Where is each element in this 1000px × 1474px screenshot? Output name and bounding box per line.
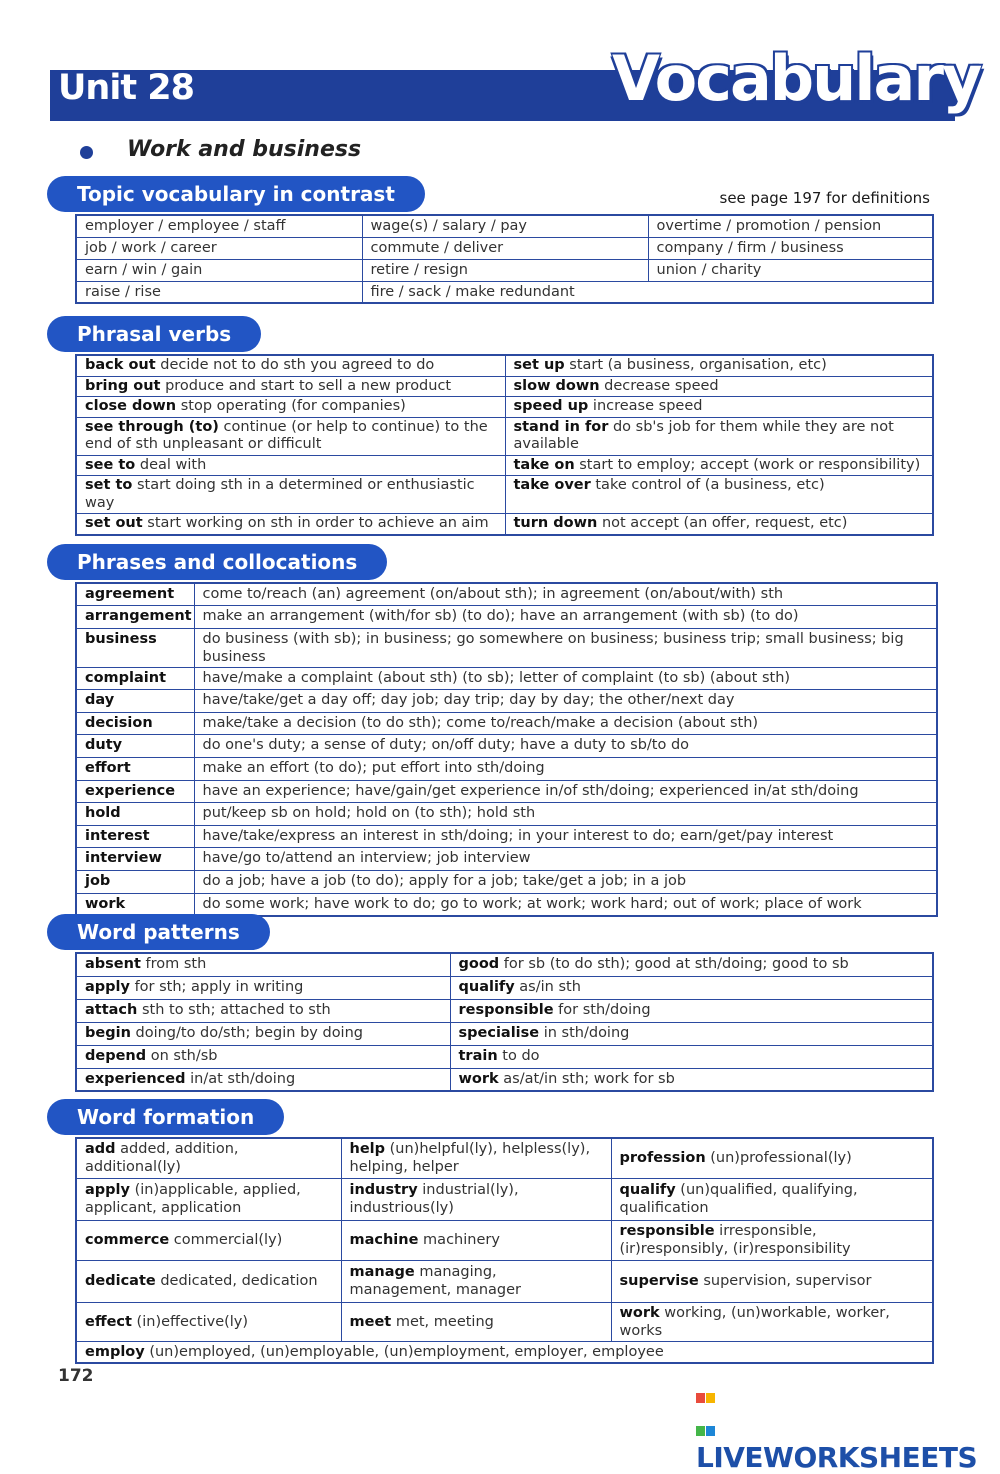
table-cell: make/take a decision (to do sth); come to/reach/make a decision (about sth) <box>194 712 937 735</box>
table-row <box>76 712 937 735</box>
term: speed up <box>513 398 589 414</box>
term: attach <box>85 1001 138 1018</box>
definition: for sth/doing <box>553 1001 651 1018</box>
table-cell <box>76 455 505 476</box>
table-row <box>76 514 933 535</box>
table-cell <box>341 1302 611 1341</box>
definition: not accept (an offer, request, etc) <box>597 515 848 531</box>
table-cell: do a job; have a job (to do); apply for a job; take/get a job; in a job <box>194 871 937 894</box>
table-cell: earn / win / gain <box>76 259 362 281</box>
term: specialise <box>458 1024 540 1041</box>
table-row <box>76 1045 933 1068</box>
definition: to do <box>497 1047 540 1064</box>
table-cell: experience <box>76 780 194 803</box>
definition: commercial(ly) <box>169 1232 283 1248</box>
table-cell <box>611 1138 933 1178</box>
term: meet <box>349 1313 392 1330</box>
definition: start doing sth in a determined or enthusiastic way <box>85 477 475 511</box>
section-heading-phrases-collocations: Phrases and collocations <box>47 544 387 580</box>
table-row <box>76 735 937 758</box>
bullet-icon <box>80 146 93 159</box>
definition: take control of (a business, etc) <box>590 477 825 493</box>
definition: do sb's job for them while they are not available <box>513 418 894 452</box>
term: effect <box>85 1313 132 1330</box>
table-row <box>76 455 933 476</box>
section-heading-word-patterns: Word patterns <box>47 914 270 950</box>
term: bring out <box>85 377 161 394</box>
definition: (un)professional(ly) <box>705 1150 852 1167</box>
definition: continue (or help to continue) to the end of sth unpleasant or difficult <box>85 418 488 452</box>
table-cell <box>450 976 933 999</box>
table-row <box>76 281 933 303</box>
table-row <box>76 476 933 514</box>
table-cell: put/keep sb on hold; hold on (to sth); hold sth <box>194 803 937 826</box>
table-row <box>76 1220 933 1260</box>
table-cell: decision <box>76 712 194 735</box>
table-cell: work <box>76 893 194 916</box>
definition: decide not to do sth you agreed to do <box>155 357 435 373</box>
table-cell <box>76 1068 450 1091</box>
table-cell <box>450 1022 933 1045</box>
table-cell: have/make a complaint (about sth) (to sb); letter of complaint (to sb) (about sth) <box>194 667 937 690</box>
table-cell <box>611 1260 933 1302</box>
section-heading-word-formation: Word formation <box>47 1099 284 1135</box>
table-cell <box>450 999 933 1022</box>
table-cell: day <box>76 690 194 713</box>
table-row <box>76 583 937 606</box>
table-cell <box>611 1220 933 1260</box>
table-cell <box>76 1178 341 1220</box>
page-title: Vocabulary <box>612 42 981 115</box>
definition: working, (un)workable, worker, works <box>619 1304 890 1339</box>
definition: doing/to do/sth; begin by doing <box>130 1024 363 1041</box>
term: qualify <box>619 1182 676 1198</box>
table-cell <box>505 514 933 535</box>
table-cell: interview <box>76 848 194 871</box>
term: take over <box>513 477 591 493</box>
term: close down <box>85 398 177 414</box>
table-cell <box>76 1302 341 1341</box>
term: train <box>458 1047 498 1064</box>
table-cell <box>611 1302 933 1341</box>
table-cell <box>76 355 505 376</box>
table-cell <box>76 417 505 455</box>
term: industry <box>349 1182 418 1198</box>
term: turn down <box>513 515 598 531</box>
term: supervise <box>619 1273 699 1289</box>
term: experienced <box>85 1070 186 1087</box>
table-row <box>76 893 937 916</box>
table-cell: employer / employee / staff <box>76 215 362 237</box>
term: see to <box>85 456 136 473</box>
term: responsible <box>458 1001 554 1018</box>
term: set up <box>513 357 565 373</box>
table-cell: have/take/express an interest in sth/doing; in your interest to do; earn/get/pay interest <box>194 825 937 848</box>
table-cell <box>611 1178 933 1220</box>
phrases-collocations-table <box>75 582 938 917</box>
table-cell: have/take/get a day off; day job; day trip; day by day; the other/next day <box>194 690 937 713</box>
term: responsible <box>619 1223 715 1239</box>
table-cell: union / charity <box>648 259 933 281</box>
topic-vocabulary-table <box>75 214 934 304</box>
table-cell <box>505 397 933 418</box>
definition: on sth/sb <box>146 1047 218 1064</box>
table-cell: hold <box>76 803 194 826</box>
table-cell: wage(s) / salary / pay <box>362 215 648 237</box>
term: apply <box>85 1182 130 1198</box>
table-cell <box>76 476 505 514</box>
term: slow down <box>513 377 600 394</box>
table-cell <box>76 976 450 999</box>
table-cell: arrangement <box>76 606 194 629</box>
term: set to <box>85 477 133 493</box>
definition: sth to sth; attached to sth <box>137 1001 331 1018</box>
definition: start (a business, organisation, etc) <box>564 357 827 373</box>
term: apply <box>85 978 130 995</box>
definition: deal with <box>135 456 207 473</box>
brand-name: LIVEWORKSHEETS <box>696 1441 978 1474</box>
table-cell <box>341 1138 611 1178</box>
word-formation-table <box>75 1137 934 1364</box>
term: back out <box>85 357 156 373</box>
table-cell: interest <box>76 825 194 848</box>
table-cell: effort <box>76 758 194 781</box>
table-cell <box>505 355 933 376</box>
definition: in sth/doing <box>539 1024 630 1041</box>
table-cell <box>341 1260 611 1302</box>
definition: managing, management, manager <box>349 1264 522 1298</box>
table-row <box>76 690 937 713</box>
table-cell <box>450 1068 933 1091</box>
table-cell: make an effort (to do); put effort into sth/doing <box>194 758 937 781</box>
term: begin <box>85 1024 131 1041</box>
table-cell <box>76 1341 933 1363</box>
definition: stop operating (for companies) <box>176 398 406 414</box>
term: stand in for <box>513 418 609 435</box>
definition: start working on sth in order to achieve an aim <box>142 515 489 531</box>
table-cell: have/go to/attend an interview; job interview <box>194 848 937 871</box>
definition: (in)effective(ly) <box>131 1313 249 1330</box>
unit-label: Unit 28 <box>58 68 194 108</box>
definition: start to employ; accept (work or responsibility) <box>574 456 921 473</box>
table-cell: fire / sack / make redundant <box>362 281 933 303</box>
table-row <box>76 259 933 281</box>
table-row <box>76 871 937 894</box>
table-cell <box>76 1022 450 1045</box>
banner-underline <box>50 118 955 121</box>
definition: machinery <box>418 1232 500 1248</box>
definition: from sth <box>140 956 207 972</box>
table-cell <box>505 476 933 514</box>
logo-icon <box>696 1378 716 1400</box>
table-cell: do business (with sb); in business; go somewhere on business; business trip; small business; big business <box>194 628 937 667</box>
table-cell: duty <box>76 735 194 758</box>
topic-subtitle: Work and business <box>127 137 362 162</box>
term: add <box>85 1141 116 1158</box>
table-row <box>76 1341 933 1363</box>
table-row <box>76 376 933 397</box>
word-patterns-table <box>75 952 934 1092</box>
term: good <box>458 956 500 972</box>
table-cell: job / work / career <box>76 237 362 259</box>
table-row <box>76 803 937 826</box>
table-row <box>76 1260 933 1302</box>
section-heading-phrasal-verbs: Phrasal verbs <box>47 316 261 352</box>
definition: produce and start to sell a new product <box>160 377 452 394</box>
term: manage <box>349 1264 415 1280</box>
table-row <box>76 1022 933 1045</box>
table-row <box>76 355 933 376</box>
table-row <box>76 976 933 999</box>
term: commerce <box>85 1232 170 1248</box>
table-cell: do some work; have work to do; go to work; at work; work hard; out of work; place of work <box>194 893 937 916</box>
table-cell: overtime / promotion / pension <box>648 215 933 237</box>
term: machine <box>349 1232 419 1248</box>
definition: irresponsible, (ir)responsibly, (ir)responsibility <box>619 1223 851 1257</box>
term: work <box>458 1070 499 1087</box>
table-row <box>76 1302 933 1341</box>
term: depend <box>85 1047 147 1064</box>
definition: (un)employed, (un)employable, (un)employment, employer, employee <box>144 1343 664 1360</box>
term: see through (to) <box>85 418 219 435</box>
term: set out <box>85 515 143 531</box>
term: profession <box>619 1150 706 1167</box>
table-row <box>76 215 933 237</box>
term: dedicate <box>85 1273 156 1289</box>
table-cell: complaint <box>76 667 194 690</box>
table-cell: job <box>76 871 194 894</box>
table-row <box>76 825 937 848</box>
definition: added, addition, additional(ly) <box>85 1141 239 1176</box>
table-cell <box>76 1138 341 1178</box>
table-row <box>76 999 933 1022</box>
table-row <box>76 667 937 690</box>
table-cell <box>76 397 505 418</box>
table-cell <box>505 455 933 476</box>
term: work <box>619 1304 660 1321</box>
table-cell: have an experience; have/gain/get experience in/of sth/doing; experienced in/at sth/doing <box>194 780 937 803</box>
table-cell <box>76 953 450 976</box>
table-row <box>76 628 937 667</box>
table-cell: agreement <box>76 583 194 606</box>
table-cell <box>505 376 933 397</box>
table-cell: commute / deliver <box>362 237 648 259</box>
definition: (in)applicable, applied, applicant, application <box>85 1182 301 1216</box>
term: absent <box>85 956 141 972</box>
definition: (un)helpful(ly), helpless(ly), helping, helper <box>349 1141 591 1176</box>
table-row <box>76 780 937 803</box>
definition: as/in sth <box>514 978 581 995</box>
table-cell: company / firm / business <box>648 237 933 259</box>
table-row <box>76 606 937 629</box>
definition: industrial(ly), industrious(ly) <box>349 1182 519 1216</box>
page-number: 172 <box>58 1366 94 1386</box>
term: qualify <box>458 978 515 995</box>
table-cell <box>76 1045 450 1068</box>
liveworksheets-logo[interactable] <box>696 1378 1000 1474</box>
table-cell <box>76 514 505 535</box>
table-row <box>76 237 933 259</box>
table-cell <box>450 953 933 976</box>
table-row <box>76 953 933 976</box>
table-cell: retire / resign <box>362 259 648 281</box>
definition: supervision, supervisor <box>698 1273 872 1289</box>
table-row <box>76 848 937 871</box>
definition: (un)qualified, qualifying, qualification <box>619 1182 858 1216</box>
table-row <box>76 758 937 781</box>
table-cell <box>505 417 933 455</box>
table-cell: raise / rise <box>76 281 362 303</box>
term: employ <box>85 1343 145 1360</box>
table-cell <box>76 1260 341 1302</box>
definition: as/at/in sth; work for sb <box>498 1070 675 1087</box>
table-cell: business <box>76 628 194 667</box>
table-cell: do one's duty; a sense of duty; on/off duty; have a duty to sb/to do <box>194 735 937 758</box>
term: help <box>349 1141 386 1158</box>
definition: met, meeting <box>391 1313 494 1330</box>
table-cell <box>341 1220 611 1260</box>
table-row <box>76 397 933 418</box>
table-cell: come to/reach (an) agreement (on/about sth); in agreement (on/about/with) sth <box>194 583 937 606</box>
phrasal-verbs-table <box>75 354 934 536</box>
table-row <box>76 1068 933 1091</box>
table-cell <box>450 1045 933 1068</box>
section-heading-topic-vocabulary: Topic vocabulary in contrast <box>47 176 425 212</box>
definitions-note: see page 197 for definitions <box>719 189 930 207</box>
table-row <box>76 417 933 455</box>
definition: dedicated, dedication <box>155 1273 318 1289</box>
table-cell <box>76 1220 341 1260</box>
definition: increase speed <box>588 398 703 414</box>
definition: for sth; apply in writing <box>129 978 304 995</box>
table-row <box>76 1178 933 1220</box>
table-cell: make an arrangement (with/for sb) (to do); have an arrangement (with sb) (to do) <box>194 606 937 629</box>
term: take on <box>513 456 575 473</box>
definition: in/at sth/doing <box>185 1070 296 1087</box>
table-cell <box>76 376 505 397</box>
definition: decrease speed <box>599 377 719 394</box>
definition: for sb (to do sth); good at sth/doing; good to sb <box>499 956 849 972</box>
table-row <box>76 1138 933 1178</box>
table-cell <box>76 999 450 1022</box>
table-cell <box>341 1178 611 1220</box>
